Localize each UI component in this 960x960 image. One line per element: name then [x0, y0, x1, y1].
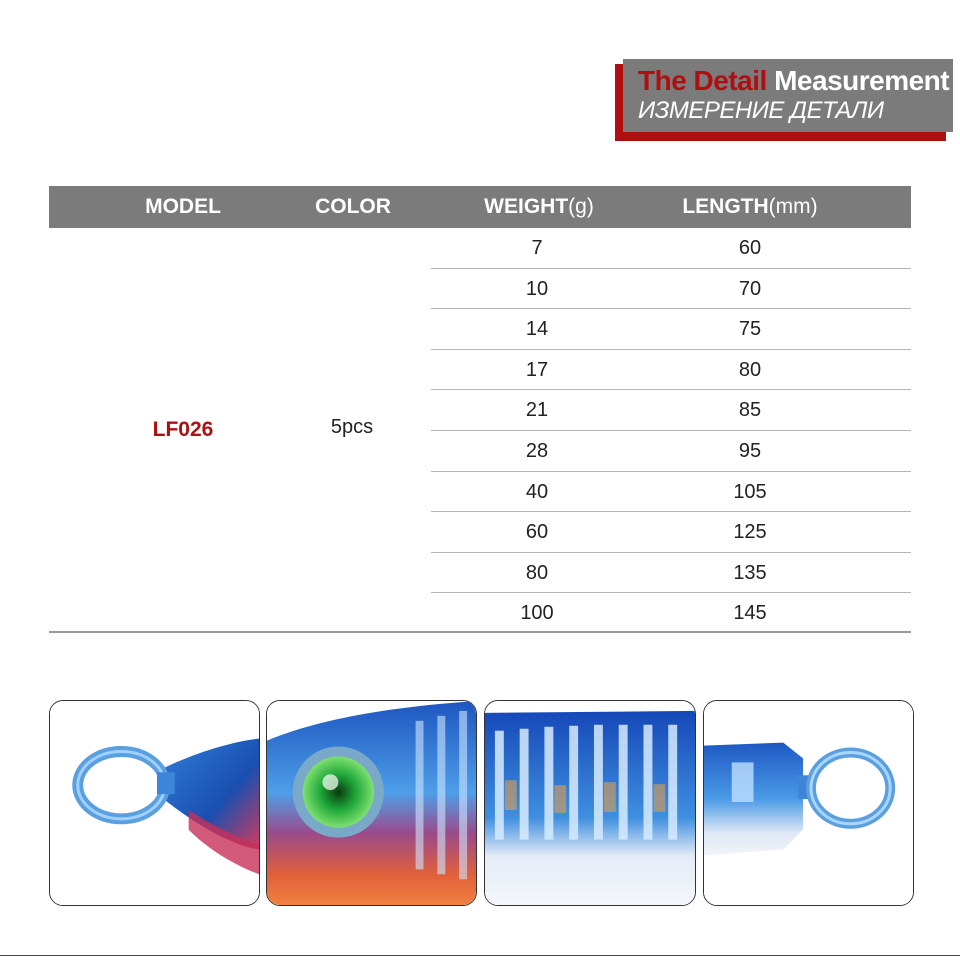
weight-cell: 10: [525, 277, 549, 300]
table-row: [431, 431, 911, 472]
column-header-length: LENGTH(mm): [682, 195, 818, 218]
column-header-color: COLOR: [315, 195, 391, 218]
weight-cell: 80: [525, 561, 549, 584]
table-row: [431, 553, 911, 594]
weight-cell: 100: [520, 602, 554, 625]
weight-cell: 14: [525, 318, 549, 341]
length-cell: 105: [733, 480, 767, 503]
length-cell: 145: [733, 602, 767, 625]
length-cell: 60: [738, 237, 762, 259]
weight-cell: 28: [525, 439, 549, 462]
bottom-rule: [0, 955, 960, 956]
column-header-weight: WEIGHT(g): [484, 195, 594, 218]
column-header-model: MODEL: [145, 195, 221, 218]
length-cell: 75: [738, 318, 762, 341]
header-title-red: The Detail: [638, 65, 767, 96]
head-eyelet-closeup-icon: [704, 701, 913, 905]
table-row: [431, 472, 911, 513]
length-cell: 135: [733, 561, 767, 584]
table-row: [431, 350, 911, 391]
table-row: [431, 390, 911, 431]
header-title-white: Measurement: [774, 65, 950, 96]
table-rows: [431, 228, 911, 634]
header-subtitle: ИЗМЕРЕНИЕ ДЕТАЛИ: [638, 97, 884, 124]
table-header: [49, 186, 911, 228]
weight-cell: 40: [525, 480, 549, 503]
length-cell: 70: [738, 277, 762, 300]
photo-tail-eyelet: [49, 700, 260, 906]
weight-cell: 7: [531, 237, 543, 259]
tail-eyelet-closeup-icon: [50, 701, 259, 905]
length-cell: 85: [738, 399, 762, 422]
header-title: [638, 65, 953, 97]
eye-closeup-icon: [267, 701, 476, 905]
length-cell: 95: [738, 439, 762, 462]
model-value: LF026: [152, 418, 214, 441]
photo-head-eyelet: [703, 700, 914, 906]
weight-cell: 17: [525, 358, 549, 381]
header-badge: [623, 59, 953, 132]
table-row: [431, 228, 911, 269]
scale-pattern-closeup-icon: [485, 701, 695, 905]
table-row: [431, 593, 911, 634]
weight-cell: 21: [525, 399, 549, 422]
table-bottom-rule: [49, 631, 911, 633]
color-value: 5pcs: [330, 416, 374, 438]
photo-scale-pattern: [484, 700, 696, 906]
weight-cell: 60: [525, 521, 549, 544]
photo-eye: [266, 700, 477, 906]
length-cell: 125: [733, 521, 767, 544]
table-row: [431, 309, 911, 350]
length-cell: 80: [738, 358, 762, 381]
table-row: [431, 269, 911, 310]
table-row: [431, 512, 911, 553]
